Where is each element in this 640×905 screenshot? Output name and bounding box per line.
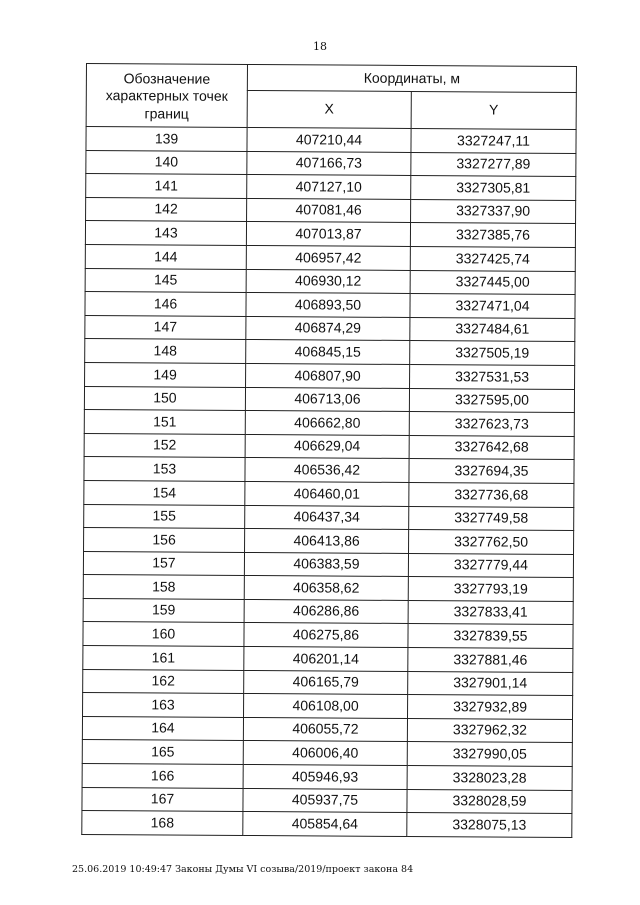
x-coordinate-cell: 406275,86 [244, 623, 408, 648]
y-coordinate-cell: 3327833,41 [408, 600, 573, 625]
y-coordinate-cell: 3327901,14 [408, 671, 573, 696]
table-row [83, 598, 573, 625]
point-number-cell: 143 [85, 221, 246, 246]
y-coordinate-cell: 3328028,59 [407, 789, 572, 814]
point-number-cell: 156 [84, 528, 245, 553]
table-header [86, 64, 576, 130]
x-coordinate-cell: 405937,75 [243, 788, 407, 813]
x-coordinate-cell: 407081,46 [247, 198, 411, 223]
point-number-cell: 150 [84, 386, 245, 411]
y-coordinate-cell: 3327247,11 [411, 128, 576, 153]
table-row [86, 174, 576, 201]
point-number-cell: 151 [84, 410, 245, 435]
x-coordinate-cell: 406807,90 [246, 363, 410, 388]
y-coordinate-cell: 3327749,58 [409, 506, 574, 531]
y-coordinate-cell: 3328023,28 [407, 766, 572, 791]
y-coordinate-cell: 3327642,68 [409, 435, 574, 460]
point-number-cell: 155 [84, 504, 245, 529]
table-row [83, 622, 573, 649]
table-row [84, 386, 574, 413]
x-coordinate-cell: 406874,29 [246, 316, 410, 341]
table-row [85, 315, 575, 342]
point-number-cell: 152 [84, 433, 245, 458]
y-coordinate-cell: 3327531,53 [410, 364, 575, 389]
point-number-cell: 166 [82, 764, 243, 789]
y-column-header: Y [411, 91, 576, 129]
x-coordinate-cell: 405946,93 [243, 765, 407, 790]
table-row [82, 787, 572, 814]
x-coordinate-cell: 406845,15 [246, 340, 410, 365]
point-number-cell: 160 [83, 622, 244, 647]
y-coordinate-cell: 3328075,13 [407, 813, 572, 838]
x-coordinate-cell: 406662,80 [245, 411, 409, 436]
y-coordinate-cell: 3327385,76 [410, 223, 575, 248]
table-row [82, 811, 572, 838]
point-number-cell: 146 [85, 292, 246, 317]
x-coordinate-cell: 406055,72 [243, 717, 407, 742]
table-row [85, 221, 575, 248]
x-coordinate-cell: 407127,10 [247, 175, 411, 200]
y-coordinate-cell: 3327881,46 [408, 648, 573, 673]
x-coordinate-cell: 407210,44 [247, 127, 411, 152]
point-number-cell: 158 [83, 575, 244, 600]
table-row [86, 127, 576, 154]
document-footer: 25.06.2019 10:49:47 Законы Думы VI созыва/2019/проект закона 84 [72, 864, 414, 875]
x-coordinate-cell: 406437,34 [245, 505, 409, 530]
point-number-cell: 148 [85, 339, 246, 364]
table-row [84, 410, 574, 437]
table-row [82, 764, 572, 791]
y-coordinate-cell: 3327595,00 [409, 388, 574, 413]
point-number-cell: 141 [86, 174, 247, 199]
table-row [86, 150, 576, 177]
y-coordinate-cell: 3327694,35 [409, 459, 574, 484]
x-coordinate-cell: 406108,00 [244, 694, 408, 719]
x-coordinate-cell: 407166,73 [247, 151, 411, 176]
table-row [84, 504, 574, 531]
coordinates-header: Координаты, м [247, 64, 576, 92]
table-row [85, 292, 575, 319]
x-coordinate-cell: 406286,86 [244, 599, 408, 624]
table-row [84, 528, 574, 555]
x-coordinate-cell: 406006,40 [243, 741, 407, 766]
y-coordinate-cell: 3327337,90 [411, 199, 576, 224]
point-number-cell: 140 [86, 150, 247, 175]
point-number-cell: 168 [82, 811, 243, 836]
table-row [84, 433, 574, 460]
y-coordinate-cell: 3327779,44 [408, 553, 573, 578]
point-number-cell: 163 [83, 693, 244, 718]
y-coordinate-cell: 3327839,55 [408, 624, 573, 649]
point-number-cell: 167 [82, 787, 243, 812]
point-number-cell: 161 [83, 646, 244, 671]
table-row [86, 197, 576, 224]
y-coordinate-cell: 3327471,04 [410, 294, 575, 319]
table-row [82, 716, 572, 743]
coordinates-table [81, 63, 577, 838]
point-number-cell: 162 [83, 669, 244, 694]
y-coordinate-cell: 3327277,89 [411, 152, 576, 177]
point-number-cell: 144 [85, 244, 246, 269]
point-number-cell: 164 [82, 716, 243, 741]
table-row [82, 740, 572, 767]
x-coordinate-cell: 406460,01 [245, 481, 409, 506]
table-row [85, 339, 575, 366]
point-designation-header: Обозначение характерных точек границ [86, 64, 247, 128]
table-row [83, 551, 573, 578]
x-coordinate-cell: 406957,42 [246, 245, 410, 270]
point-number-cell: 157 [83, 551, 244, 576]
point-number-cell: 147 [85, 315, 246, 340]
x-column-header: X [247, 90, 411, 128]
y-coordinate-cell: 3327445,00 [410, 270, 575, 295]
point-number-cell: 139 [86, 127, 247, 152]
x-coordinate-cell: 406713,06 [245, 387, 409, 412]
x-coordinate-cell: 406413,86 [245, 529, 409, 554]
point-number-cell: 159 [83, 598, 244, 623]
page-number: 18 [313, 40, 327, 53]
x-coordinate-cell: 406536,42 [245, 458, 409, 483]
x-coordinate-cell: 406358,62 [244, 576, 408, 601]
table-row [85, 268, 575, 295]
y-coordinate-cell: 3327990,05 [407, 742, 572, 767]
table-row [83, 575, 573, 602]
y-coordinate-cell: 3327793,19 [408, 577, 573, 602]
table-row [84, 457, 574, 484]
y-coordinate-cell: 3327484,61 [410, 317, 575, 342]
table-row [85, 362, 575, 389]
x-coordinate-cell: 406165,79 [244, 670, 408, 695]
point-number-cell: 149 [85, 362, 246, 387]
table-row [85, 244, 575, 271]
y-coordinate-cell: 3327425,74 [410, 246, 575, 271]
x-coordinate-cell: 406893,50 [246, 293, 410, 318]
table-row [83, 693, 573, 720]
table-row [84, 480, 574, 507]
y-coordinate-cell: 3327736,68 [409, 482, 574, 507]
y-coordinate-cell: 3327762,50 [409, 530, 574, 555]
y-coordinate-cell: 3327623,73 [409, 412, 574, 437]
y-coordinate-cell: 3327505,19 [410, 341, 575, 366]
x-coordinate-cell: 406930,12 [246, 269, 410, 294]
x-coordinate-cell: 406201,14 [244, 647, 408, 672]
table-row [83, 669, 573, 696]
point-number-cell: 145 [85, 268, 246, 293]
table-row [83, 646, 573, 673]
y-coordinate-cell: 3327305,81 [411, 176, 576, 201]
x-coordinate-cell: 407013,87 [246, 222, 410, 247]
point-number-cell: 142 [86, 197, 247, 222]
x-coordinate-cell: 405854,64 [243, 812, 407, 837]
table-body [82, 127, 576, 838]
x-coordinate-cell: 406383,59 [244, 552, 408, 577]
y-coordinate-cell: 3327932,89 [408, 695, 573, 720]
x-coordinate-cell: 406629,04 [245, 434, 409, 459]
point-number-cell: 165 [82, 740, 243, 765]
point-number-cell: 153 [84, 457, 245, 482]
point-number-cell: 154 [84, 480, 245, 505]
y-coordinate-cell: 3327962,32 [407, 718, 572, 743]
